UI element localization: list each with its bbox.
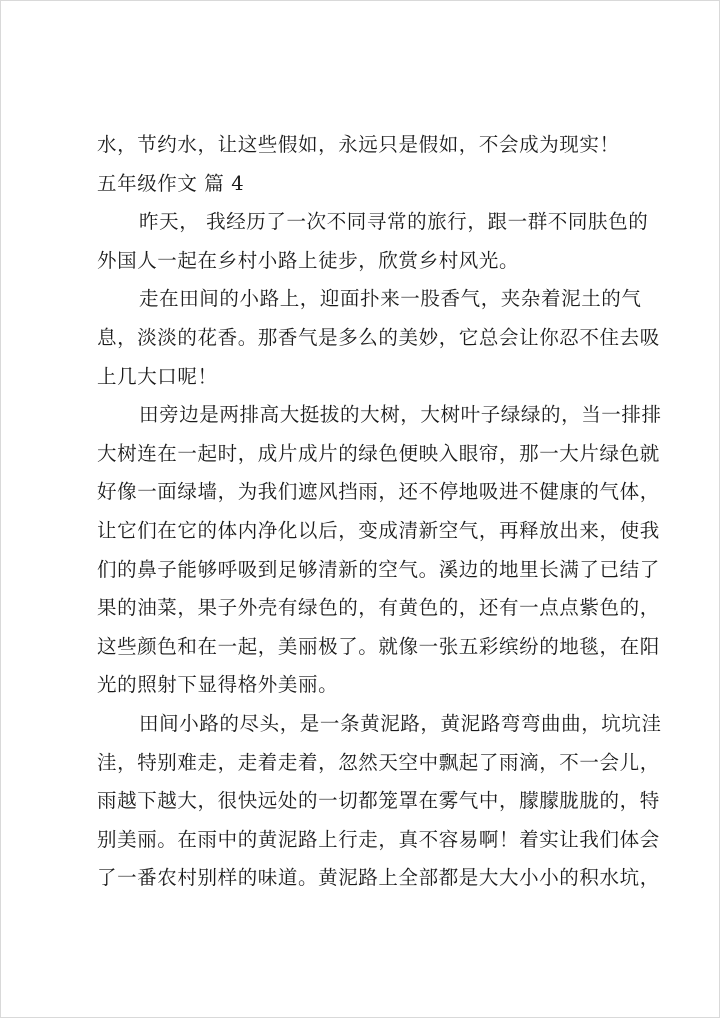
text-line: 水，节约水，让这些假如，永远只是假如，不会成为现实！ [97, 133, 620, 156]
text-line: 雨越下越大，很快远处的一切都笼罩在雾气中，朦朦胧胧的，特 [97, 789, 660, 813]
text-line: 好像一面绿墙，为我们遮风挡雨，还不停地吸进不健康的气体， [97, 480, 660, 504]
text-line: 果的油菜，果子外壳有绿色的，有黄色的，还有一点点紫色的， [97, 596, 660, 620]
text-line: 田旁边是两排高大挺拔的大树，大树叶子绿绿的，当一排排 [139, 403, 662, 427]
text-line: 外国人一起在乡村小路上徒步，欣赏乡村风光。 [97, 248, 520, 272]
text-line: 光的照射下显得格外美丽。 [97, 673, 339, 697]
essay-text [97, 132, 662, 904]
text-line: 洼，特别难走，走着走着，忽然天空中飘起了雨滴，不一会儿， [97, 750, 660, 774]
text-line: 大树连在一起时，成片成片的绿色便映入眼帘，那一大片绿色就 [97, 441, 660, 465]
section-heading: 五年级作文 篇 4 [97, 171, 245, 195]
text-line: 这些颜色和在一起，美丽极了。就像一张五彩缤纷的地毯，在阳 [97, 634, 660, 658]
text-line: 上几大口呢！ [97, 364, 218, 388]
text-line: 别美丽。在雨中的黄泥路上行走，真不容易啊！着实让我们体会 [97, 827, 660, 851]
text-line: 昨天， 我经历了一次不同寻常的旅行，跟一群不同肤色的 [139, 210, 649, 234]
text-line: 让它们在它的体内净化以后，变成清新空气，再释放出来，使我 [97, 518, 660, 542]
text-line: 田间小路的尽头，是一条黄泥路，黄泥路弯弯曲曲，坑坑洼 [139, 711, 662, 735]
text-line: 走在田间的小路上，迎面扑来一股香气，夹杂着泥土的气 [139, 287, 642, 311]
text-line: 们的鼻子能够呼吸到足够清新的空气。溪边的地里长满了已结了 [97, 557, 660, 581]
text-line: 了一番农村别样的味道。黄泥路上全部都是大大小小的积水坑， [97, 866, 660, 890]
text-line: 息，淡淡的花香。那香气是多么的美妙，它总会让你忍不住去吸 [97, 325, 660, 349]
